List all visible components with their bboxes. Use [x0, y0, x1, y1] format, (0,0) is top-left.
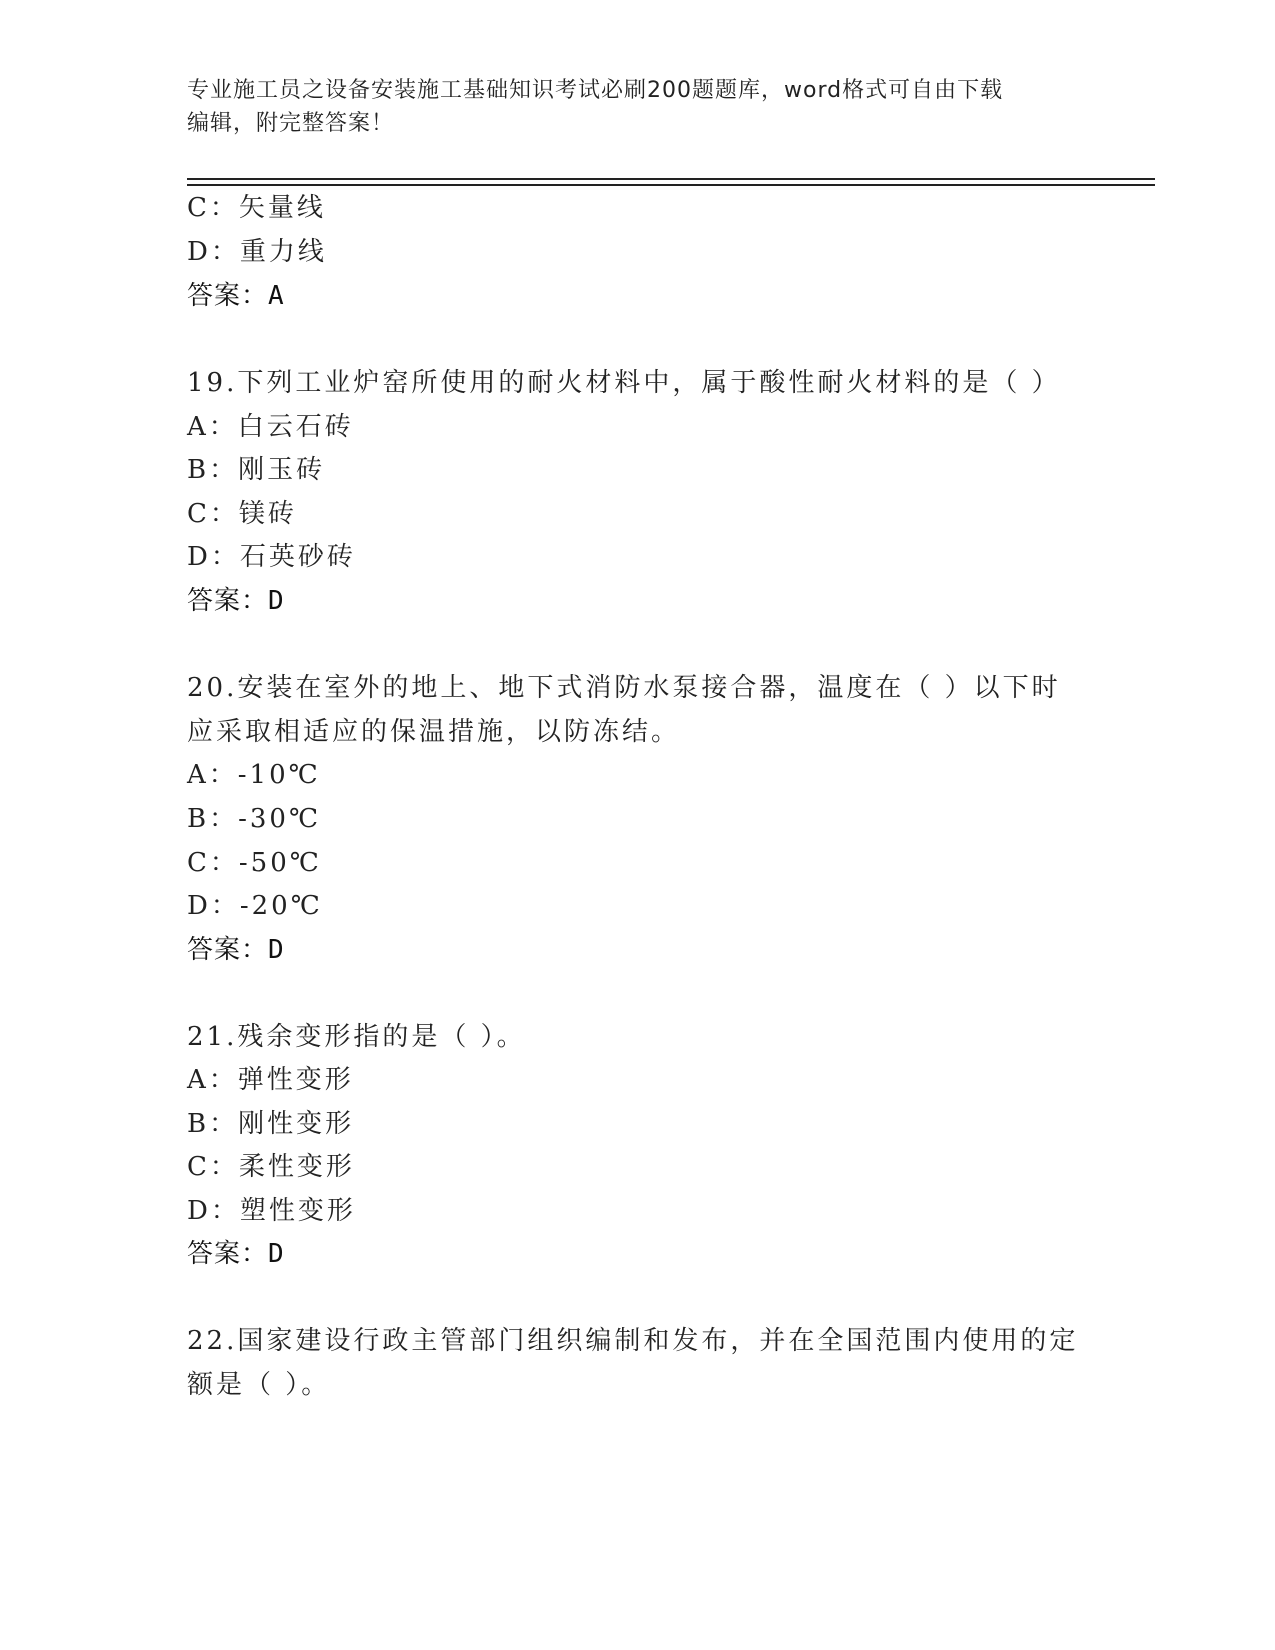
answer-value: D: [268, 935, 285, 965]
answer-label: 答案：: [187, 586, 269, 616]
question-20-stem-line-2: 应采取相适应的保温措施，以防冻结。: [187, 717, 681, 747]
header-title-line-1: 专业施工员之设备安装施工基础知识考试必刷200题题库，word格式可自由下载: [187, 78, 1004, 103]
question-22-stem-line-2: 额是（ ）。: [187, 1370, 331, 1400]
header-title-line-2: 编辑，附完整答案！: [187, 111, 395, 136]
question-19-option-c: C：镁砖: [187, 499, 297, 529]
question-22-stem-line-1: 22.国家建设行政主管部门组织编制和发布，并在全国范围内使用的定: [187, 1326, 1079, 1356]
question-20-stem-line-1: 20.安装在室外的地上、地下式消防水泵接合器，温度在（ ）以下时: [187, 673, 1061, 703]
document-header: [187, 74, 1087, 140]
question-19-stem: 19.下列工业炉窑所使用的耐火材料中，属于酸性耐火材料的是（ ）: [187, 368, 1061, 398]
option-c: C：矢量线: [187, 193, 326, 223]
question-21-answer: [187, 1236, 285, 1272]
question-21-option-d: D：塑性变形: [187, 1196, 356, 1226]
answer-label: 答案：: [187, 1239, 269, 1269]
question-19-answer: [187, 583, 285, 619]
question-21-stem: 21.残余变形指的是（ ）。: [187, 1022, 526, 1052]
answer-value: D: [268, 586, 285, 616]
question-20-option-d: D：-20℃: [187, 891, 323, 921]
answer-value: A: [268, 281, 285, 311]
question-19-option-b: B：刚玉砖: [187, 455, 326, 485]
question-20-answer: [187, 932, 285, 968]
question-21-option-c: C：柔性变形: [187, 1152, 355, 1182]
question-19-option-a: A：白云石砖: [187, 412, 354, 442]
header-divider-bottom: [187, 184, 1155, 186]
question-20-option-a: A：-10℃: [187, 760, 321, 790]
question-20-option-b: B：-30℃: [187, 804, 322, 834]
question-20-option-c: C：-50℃: [187, 848, 322, 878]
question-21-option-b: B：刚性变形: [187, 1109, 355, 1139]
header-divider-top: [187, 178, 1155, 180]
answer-line: [187, 278, 285, 314]
option-d: D：重力线: [187, 237, 327, 267]
question-21-option-a: A：弹性变形: [187, 1065, 354, 1095]
question-19-option-d: D：石英砂砖: [187, 542, 356, 572]
answer-label: 答案：: [187, 935, 269, 965]
answer-value: D: [268, 1239, 285, 1269]
answer-label: 答案：: [187, 281, 269, 311]
